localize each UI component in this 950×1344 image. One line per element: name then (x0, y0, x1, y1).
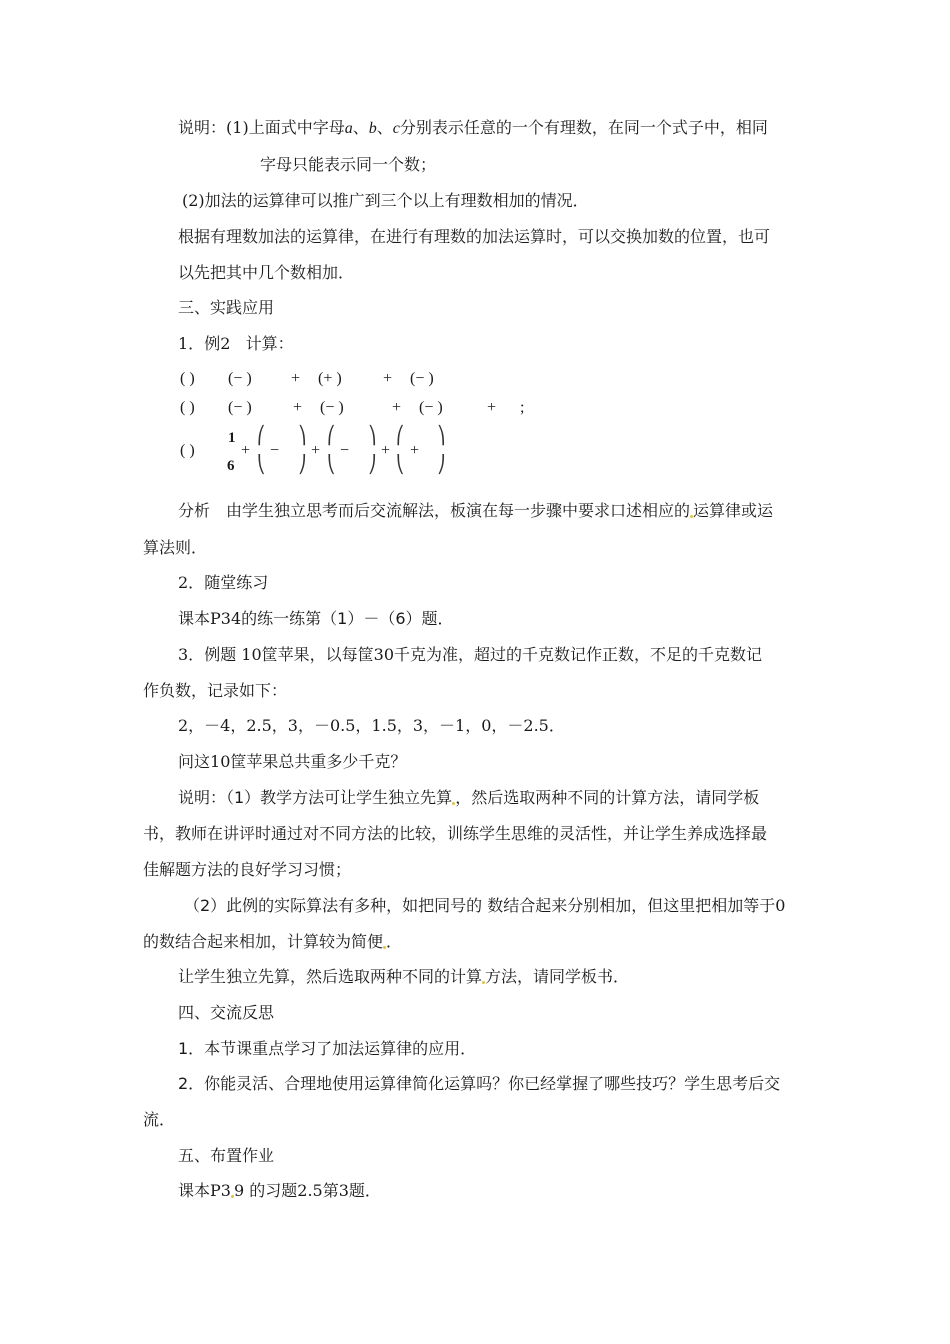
term: (− ) (228, 370, 252, 387)
variable-c: c (392, 120, 400, 137)
separator: 、 (376, 118, 393, 137)
records-list: 2，－4，2.5，3，－0.5，1.5，3，－1，0，－2.5． (178, 716, 565, 735)
exercise-ref: 2.5 (297, 1181, 323, 1200)
section-heading-3: 三、实践应用 (178, 298, 275, 317)
exercise-3-line-1 (178, 644, 762, 666)
explanation-2-line-1 (184, 895, 785, 917)
exercise-2-heading (178, 572, 268, 594)
note-1-line-1 (178, 117, 768, 140)
paren-top-left: ⎛ (257, 426, 266, 445)
paren-top-left: ⎛ (396, 426, 405, 445)
term: (+ ) (318, 370, 342, 387)
plus-sign: + (381, 442, 391, 459)
text: 的习题 (249, 1181, 298, 1200)
fraction-denominator: 6 (227, 458, 235, 474)
minus-sign: − (340, 442, 350, 459)
text: 千克为准，超过的千克数记作正数，不足的千克数记 (394, 645, 763, 664)
reflection-item-1: 1．本节课重点学习了加法运算律的应用． (178, 1039, 477, 1058)
number: 0 (775, 896, 786, 915)
note-text: 加法的运算律可以推广到三个以上有理数相加的情况． (204, 191, 589, 210)
number: 10 (210, 752, 231, 771)
note-label: 说明： (178, 118, 227, 137)
plus-sign: + (392, 399, 402, 416)
paren-bottom-left: ⎝ (396, 455, 405, 474)
plus-sign: + (291, 370, 301, 387)
paren-bottom-right: ⎠ (298, 455, 307, 474)
task-label: 计算： (245, 334, 294, 353)
analysis-text: 分析 由学生独立思考而后交流解法，板演在每一步骤中要求口述相应的 (178, 501, 691, 520)
section-heading-4: 四、交流反思 (178, 1003, 275, 1022)
equation-index: ( ) (180, 399, 195, 416)
paren-top-right: ⎞ (437, 426, 446, 445)
number: 30 (373, 645, 395, 664)
page-ref: P34 (210, 609, 242, 628)
plus-sign: + (311, 442, 321, 459)
term: (− ) (228, 399, 252, 416)
example-1-heading (178, 333, 294, 355)
plus-sign: + (410, 442, 420, 459)
note-1-line-2: 字母只能表示同一个数； (260, 155, 437, 174)
example-number: 2 (220, 334, 231, 353)
plus-sign: + (293, 399, 303, 416)
question (178, 751, 406, 773)
paren-top-right: ⎞ (298, 426, 307, 445)
separator: 、 (352, 118, 369, 137)
explanation-1-line-3: 佳解题方法的良好学习习惯； (143, 860, 352, 879)
equation-index: ( ) (180, 442, 195, 459)
exercise-3-line-2: 作负数，记录如下： (143, 681, 288, 700)
paren-bottom-right: ⎠ (368, 455, 377, 474)
plus-sign: + (383, 370, 393, 387)
note-number: (2) (182, 191, 205, 210)
reflection-item-2-line-1: 2．你能灵活、合理地使用运算律简化运算吗？你已经掌握了哪些技巧？学生思考后交 (178, 1074, 781, 1093)
text: 例题 (204, 645, 237, 664)
variable-b: b (368, 120, 377, 137)
paren-bottom-right: ⎠ (437, 455, 446, 474)
text: 问这 (178, 752, 211, 771)
term: (− ) (410, 370, 434, 387)
paren-top-right: ⎞ (368, 426, 377, 445)
exercise-2-text (178, 608, 454, 630)
page-ref: P3 (210, 1181, 231, 1200)
page-ref: 9 (233, 1181, 245, 1200)
plus-sign: + (241, 442, 251, 459)
term: (− ) (419, 399, 443, 416)
variable-a: a (344, 120, 353, 137)
note-text: 分别表示任意的一个有理数，在同一个式子中，相同 (399, 118, 768, 137)
text: 方法，请同学板书． (485, 967, 630, 986)
homework (178, 1180, 381, 1202)
text: 的数结合起来相加，计算较为简便 (143, 932, 384, 951)
note-number: (1) (226, 118, 249, 137)
note-2 (182, 190, 589, 212)
number: 10 (241, 645, 262, 664)
example-label: 例 (204, 334, 221, 353)
explanation-1-line-2: 书，教师在讲评时通过对不同方法的比较，训练学生思维的灵活性，并让学生养成选择最 (143, 824, 768, 843)
item-number: 1． (178, 334, 205, 353)
text: 题． (348, 1181, 381, 1200)
text: 的练一练第（1）－（6）题． (241, 609, 454, 628)
item-title: 随堂练习 (204, 573, 269, 592)
text: 说明：（1）教学方法可让学生独立先算 (178, 788, 453, 807)
term: (− ) (320, 399, 344, 416)
note-text: 上面式中字母 (248, 118, 345, 137)
text: 课本 (178, 1181, 211, 1200)
text: 筐苹果总共重多少千克？ (230, 752, 407, 771)
plus-sign: + (487, 399, 497, 416)
analysis-text: 运算律或运 (693, 501, 774, 520)
paren-bottom-left: ⎝ (257, 455, 266, 474)
paren-bottom-left: ⎝ (327, 455, 336, 474)
section-heading-5: 五、布置作业 (178, 1146, 275, 1165)
explanation-2-line-2 (143, 931, 402, 953)
analysis-line-1 (178, 500, 773, 522)
text: ． (386, 932, 403, 951)
text: （2）此例的实际算法有多种，如把同号的 (184, 896, 483, 915)
item-number: 2． (178, 573, 205, 592)
analysis-line-2: 算法则． (143, 538, 208, 557)
text: 让学生独立先算，然后选取两种不同的计算 (178, 967, 483, 986)
fraction-numerator: 1 (228, 430, 236, 446)
paragraph-line-1: 根据有理数加法的运算律，在进行有理数的加法运算时，可以交换加数的位置，也可 (178, 227, 771, 246)
text: 数结合起来分别相加，但这里把相加等于 (487, 896, 776, 915)
item-number: 3． (178, 645, 205, 664)
text: 第 (322, 1181, 339, 1200)
number: 3 (338, 1181, 349, 1200)
paren-top-left: ⎛ (327, 426, 336, 445)
text: ，然后选取两种不同的计算方法，请同学板 (455, 788, 760, 807)
paragraph-line-2: 以先把其中几个数相加． (178, 263, 355, 282)
term: ; (520, 399, 525, 416)
reflection-item-2-line-2: 流． (143, 1110, 176, 1129)
minus-sign: − (270, 442, 280, 459)
let-students-line (178, 966, 629, 988)
explanation-1-line-1 (178, 787, 759, 809)
text: 课本 (178, 609, 211, 628)
equation-index: ( ) (180, 370, 195, 387)
text: 筐苹果，以每筐 (261, 645, 374, 664)
